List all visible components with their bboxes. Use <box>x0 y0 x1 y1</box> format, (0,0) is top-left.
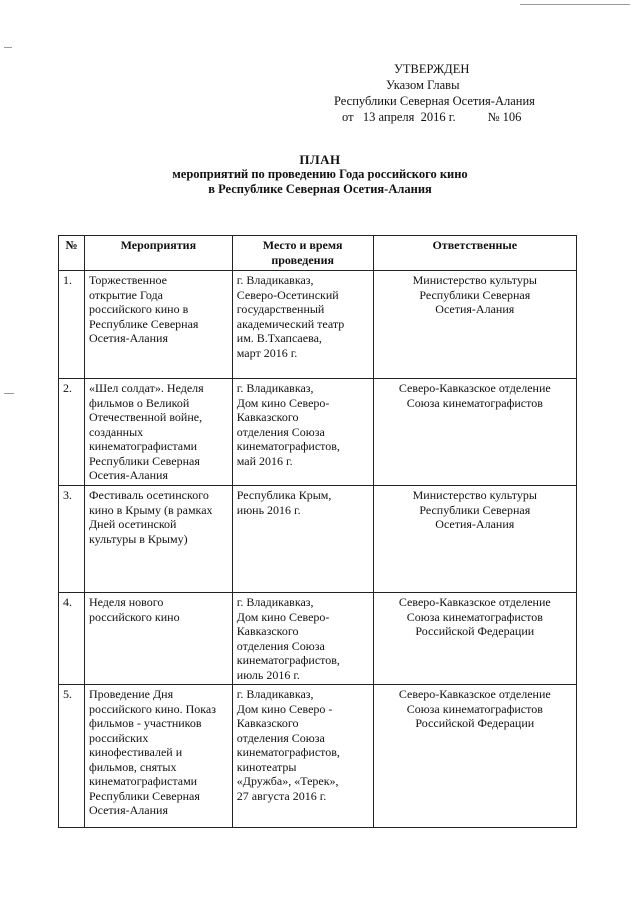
row-responsible: Северо-Кавказское отделение Союза кинематографистов Российской Федерации <box>373 685 576 828</box>
row-place: г. Владикавказ, Дом кино Северо - Кавказского отделения Союза кинематографистов, кинотеатры «Дружба», «Терек», 27 августа 2016 г. <box>232 685 373 828</box>
scan-artifact-mark <box>520 4 630 5</box>
title-line-2: мероприятий по проведению Года российского кино <box>172 167 468 181</box>
approval-title: УТВЕРЖДЕН <box>394 62 470 76</box>
row-responsible: Северо-Кавказское отделение Союза кинематографистов Российской Федерации <box>373 593 576 685</box>
row-place: Республика Крым, июнь 2016 г. <box>232 486 373 593</box>
row-event: Фестиваль осетинского кино в Крыму (в рамках Дней осетинской культуры в Крыму) <box>84 486 232 593</box>
row-num: 4. <box>59 593 85 685</box>
approval-republic: Республики Северная Осетия-Алания <box>334 94 535 108</box>
approval-decree: Указом Главы <box>386 78 460 92</box>
table-row <box>59 379 577 486</box>
table-row <box>59 486 577 593</box>
row-event: Торжественное открытие Года российского кино в Республике Северная Осетия-Алания <box>84 271 232 379</box>
approval-date: от 13 апреля 2016 г. <box>342 110 456 124</box>
approval-date-line <box>320 109 560 125</box>
header-event: Мероприятия <box>84 236 232 271</box>
scan-artifact-mark <box>4 47 12 48</box>
row-place: г. Владикавказ, Северо-Осетинский государственный академический театр им. В.Тхапсаева, март 2016 г. <box>232 271 373 379</box>
row-num: 2. <box>59 379 85 486</box>
table-row <box>59 685 577 828</box>
row-event: Неделя нового российского кино <box>84 593 232 685</box>
row-event: «Шел солдат». Неделя фильмов о Великой Отечественной войне, созданных кинематографистами Республики Северная Осетия-Алания <box>84 379 232 486</box>
approval-number: № 106 <box>487 110 522 124</box>
row-place: г. Владикавказ, Дом кино Северо- Кавказского отделения Союза кинематографистов, июль 2016 г. <box>232 593 373 685</box>
document-title <box>0 152 640 197</box>
row-num: 5. <box>59 685 85 828</box>
scan-artifact-mark <box>4 393 14 394</box>
table-header-row <box>59 236 577 271</box>
events-table <box>58 235 577 828</box>
header-responsible: Ответственные <box>373 236 576 271</box>
table-row <box>59 593 577 685</box>
row-num: 3. <box>59 486 85 593</box>
title-main: ПЛАН <box>299 152 341 167</box>
header-num: № <box>59 236 85 271</box>
header-place: Место и время проведения <box>232 236 373 271</box>
table-row <box>59 271 577 379</box>
row-place: г. Владикавказ, Дом кино Северо- Кавказского отделения Союза кинематографистов, май 2016 г. <box>232 379 373 486</box>
row-responsible: Северо-Кавказское отделение Союза кинематографистов <box>373 379 576 486</box>
title-line-3: в Республике Северная Осетия-Алания <box>208 182 432 196</box>
row-num: 1. <box>59 271 85 379</box>
row-responsible: Министерство культуры Республики Северная Осетия-Алания <box>373 271 576 379</box>
row-responsible: Министерство культуры Республики Северная Осетия-Алания <box>373 486 576 593</box>
approval-stamp <box>320 61 560 125</box>
row-event: Проведение Дня российского кино. Показ фильмов - участников российских кинофестивалей и фильмов, снятых кинематографистами Республики Северная Осетия-Алания <box>84 685 232 828</box>
